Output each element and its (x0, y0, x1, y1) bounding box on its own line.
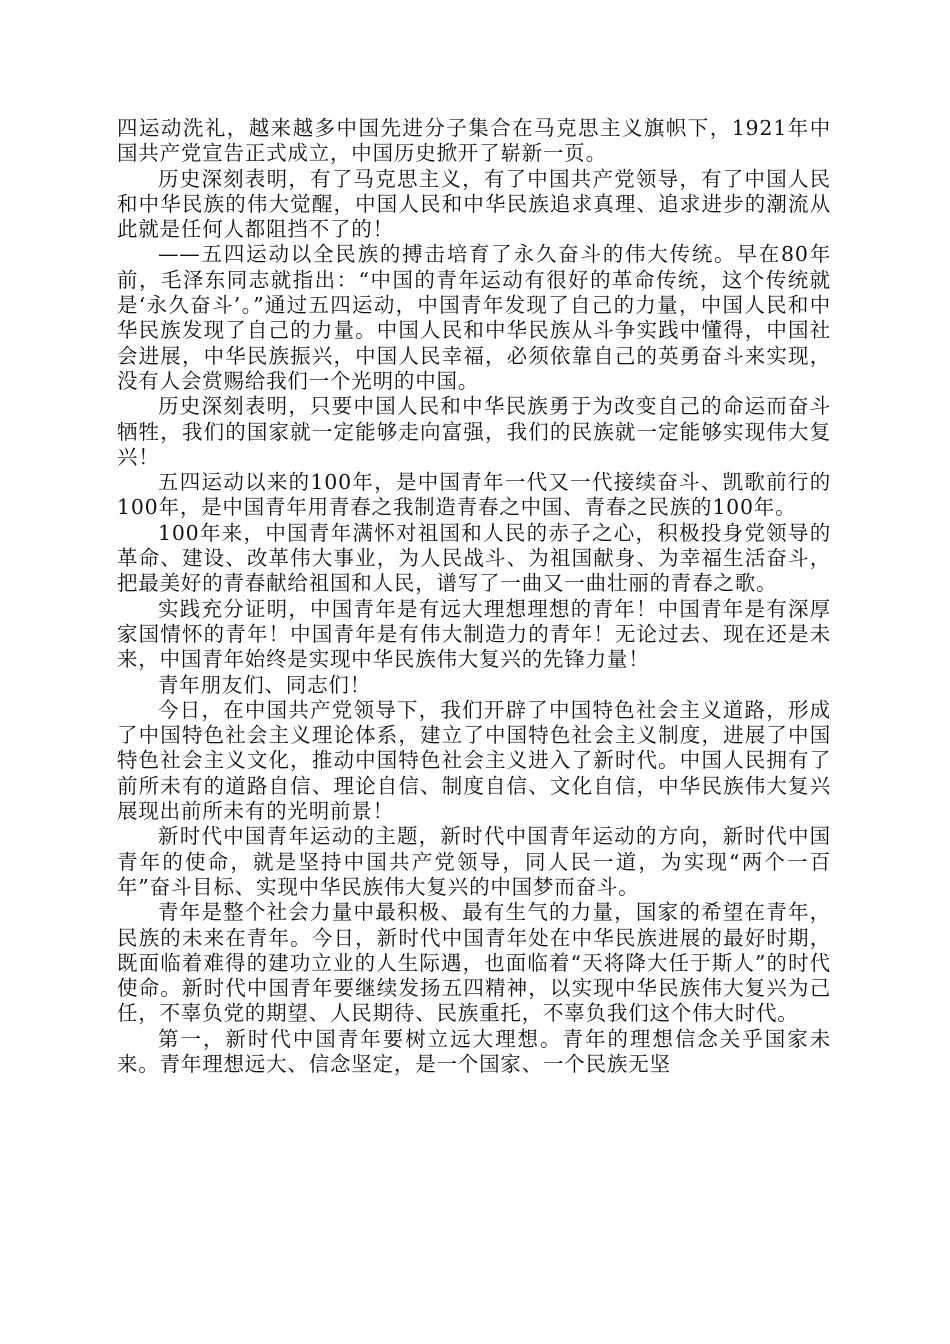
paragraph-continuation: 四运动洗礼，越来越多中国先进分子集合在马克思主义旗帜下，1921年中国共产党宣告正式成立，中国历史掀开了崭新一页。 (117, 116, 831, 166)
document-body (117, 116, 831, 1077)
paragraph: 五四运动以来的100年，是中国青年一代又一代接续奋斗、凯歌前行的100年，是中国青年用青春之我制造青春之中国、青春之民族的100年。 (117, 470, 831, 520)
paragraph: 实践充分证明，中国青年是有远大理想理想的青年！中国青年是有深厚家国情怀的青年！中国青年是有伟大制造力的青年！无论过去、现在还是未来，中国青年始终是实现中华民族伟大复兴的先锋力量！ (117, 596, 831, 672)
paragraph: 青年是整个社会力量中最积极、最有生气的力量，国家的希望在青年，民族的未来在青年。今日，新时代中国青年处在中华民族进展的最好时期，既面临着难得的建功立业的人生际遇，也面临着“天将降大任于斯人”的时代使命。新时代中国青年要继续发扬五四精神，以实现中华民族伟大复兴为己任，不辜负党的期望、人民期待、民族重托，不辜负我们这个伟大时代。 (117, 900, 831, 1026)
paragraph: 100年来，中国青年满怀对祖国和人民的赤子之心，积极投身党领导的革命、建设、改革伟大事业，为人民战斗、为祖国献身、为幸福生活奋斗，把最美好的青春献给祖国和人民，谱写了一曲又一曲壮丽的青春之歌。 (117, 520, 831, 596)
paragraph: 历史深刻表明，只要中国人民和中华民族勇于为改变自己的命运而奋斗牺牲，我们的国家就一定能够走向富强，我们的民族就一定能够实现伟大复兴！ (117, 394, 831, 469)
paragraph-salutation: 青年朋友们、同志们！ (158, 672, 371, 697)
paragraph: 今日，在中国共产党领导下，我们开辟了中国特色社会主义道路，形成了中国特色社会主义理论体系，建立了中国特色社会主义制度，进展了中国特色社会主义文化，推动中国特色社会主义进入了新时代。中国人民拥有了前所未有的道路自信、理论自信、制度自信、文化自信，中华民族伟大复兴展现出前所未有的光明前景！ (117, 697, 831, 824)
paragraph: ——五四运动以全民族的搏击培育了永久奋斗的伟大传统。早在80年前，毛泽东同志就指出：“中国的青年运动有很好的革命传统，这个传统就是‘永久奋斗’。”通过五四运动，中国青年发现了自己的力量，中国人民和中华民族发现了自己的力量。中国人民和中华民族从斗争实践中懂得，中国社会进展，中华民族振兴，中国人民幸福，必须依靠自己的英勇奋斗来实现，没有人会赏赐给我们一个光明的中国。 (117, 242, 831, 393)
paragraph: 历史深刻表明，有了马克思主义，有了中国共产党领导，有了中国人民和中华民族的伟大觉醒，中国人民和中华民族追求真理、追求进步的潮流从此就是任何人都阻挡不了的！ (117, 166, 831, 242)
paragraph: 第一，新时代中国青年要树立远大理想。青年的理想信念关乎国家未来。青年理想远大、信念坚定，是一个国家、一个民族无坚 (117, 1026, 831, 1076)
paragraph: 新时代中国青年运动的主题，新时代中国青年运动的方向，新时代中国青年的使命，就是坚持中国共产党领导，同人民一道，为实现“两个一百年”奋斗目标、实现中华民族伟大复兴的中国梦而奋斗。 (117, 824, 831, 899)
